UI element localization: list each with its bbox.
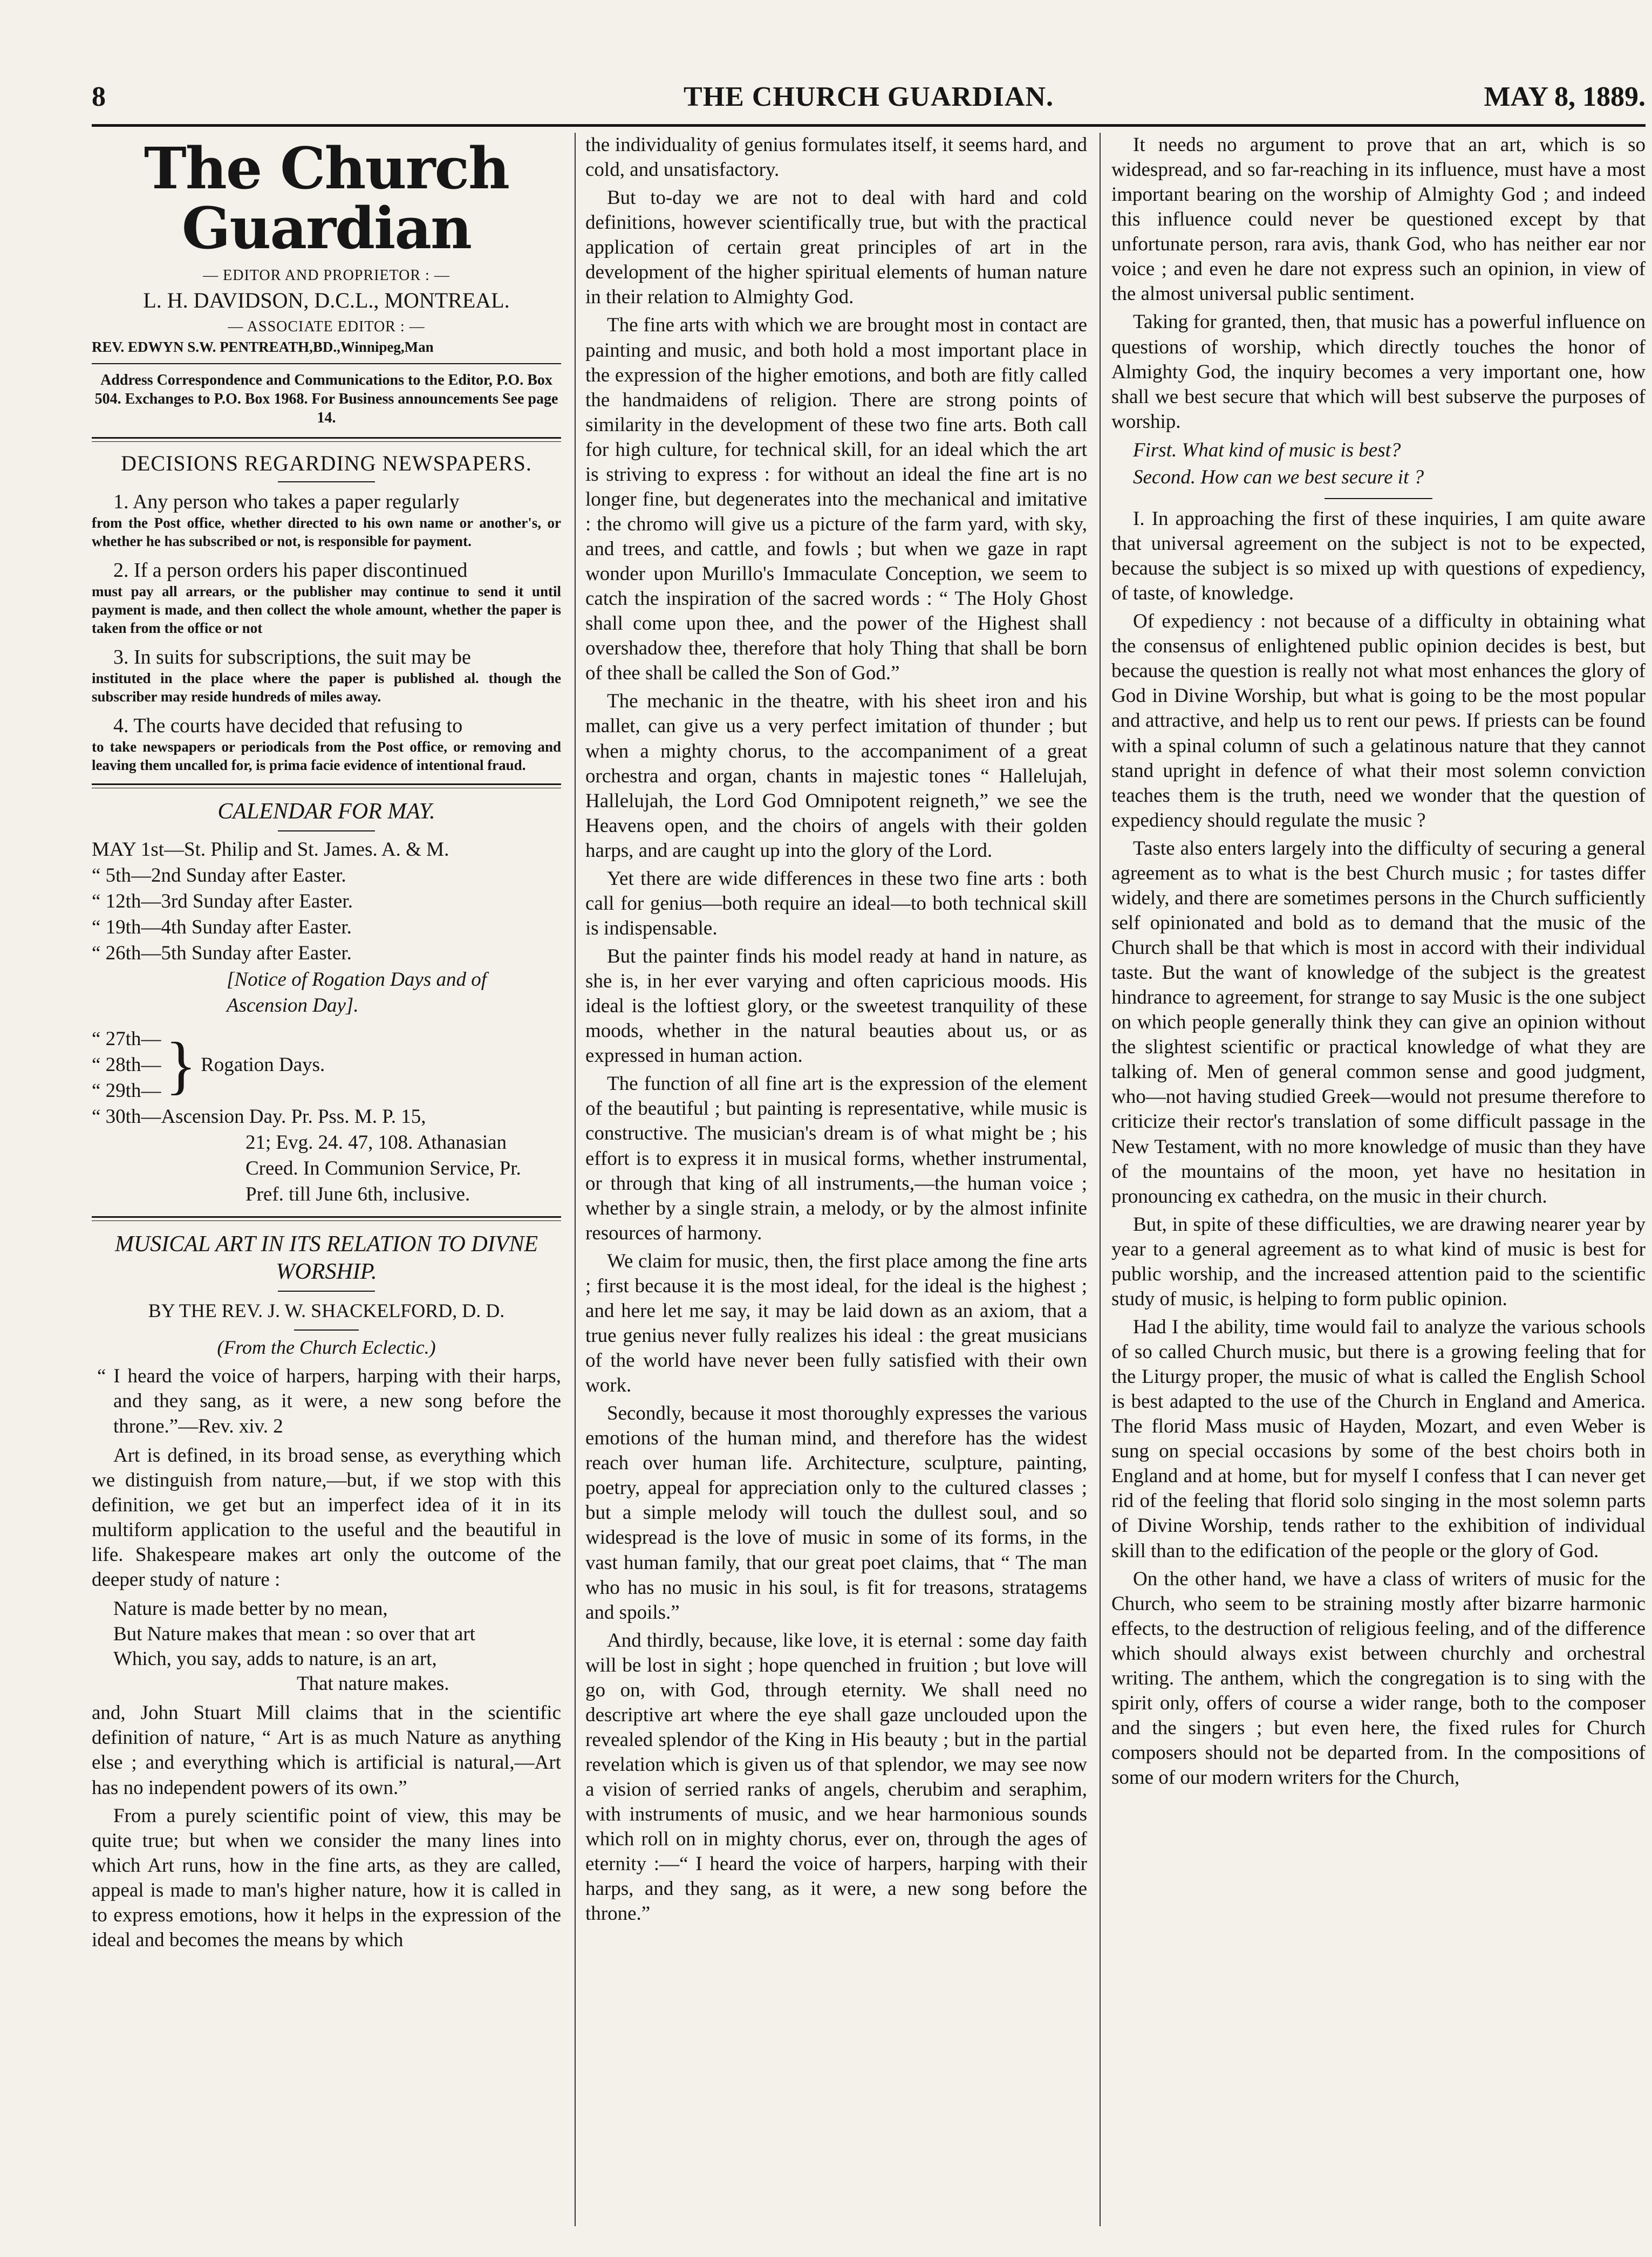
article-paragraph: Secondly, because it most thoroughly expresses the various emotions of the human mind, and therefore has the widest reach over human life. Architecture, sculpture, painting, poetry, appeal for appreciation only to the cultured classes ; but a simple melody will touch the dullest soul, and so widespread is the love of music in some of its forms, in the vast human family, that our great poet claims, that “ The man who has no music in his soul, is fit for treasons, stratagems and spoils.”: [585, 1402, 1087, 1624]
masthead-title: The Church Guardian: [144, 134, 509, 262]
poem-quotation: [113, 1597, 561, 1696]
column-rule: [1100, 133, 1101, 2226]
calendar-row-cont: 21; Evg. 24. 47, 108. Athanasian Creed. In Communion Service, Pr. Pref. till June 6th, inclusive.: [245, 1131, 521, 1206]
divider: [1325, 498, 1432, 499]
poem-line: That nature makes.: [297, 1673, 449, 1695]
article-paragraph: But to-day we are not to deal with hard and cold definitions, however scientifically true, but with the practical application of certain great principles of art in the development of the higher spiritual elements of human nature in their relation to Almighty God.: [585, 187, 1087, 309]
article-title: MUSICAL ART IN ITS RELATION TO DIVNE WORSHIP.: [114, 1232, 538, 1284]
address-notice: Address Correspondence and Communications to the Editor, P.O. Box 504. Exchanges to P.O. Box 1968. For Business announcements See page 14.: [94, 371, 558, 426]
article-paragraph: From a purely scientific point of view, this may be quite true; but when we consider the many lines into which Art runs, how in the fine arts, as they are called, appeal is made to man's higher nature, how it is called in to express emotions, how it helps in the expression of the ideal and becomes the means by which: [92, 1804, 561, 1951]
decision-text: from the Post office, whether directed to his own name or another's, or whether he has subscribed or not, is responsible for payment.: [92, 515, 561, 549]
decision-lead: 2. If a person orders his paper discontinued: [113, 558, 468, 582]
calendar-note: [Notice of Rogation Days and of Ascension Day].: [227, 968, 487, 1017]
rogation-group: [92, 1026, 561, 1104]
article-paragraph: But the painter finds his model ready at hand in nature, as she is, in her ever varying and often capricious moods. His ideal is the loftiest glory, or the sweetest tranquility of these moods, whether in the natural beauties about us, or as expressed in human action.: [585, 945, 1087, 1067]
epigraph: “ I heard the voice of harpers, harping with their harps, and they sang, as it were, a new song before the throne.”—Rev. xiv. 2: [97, 1365, 561, 1437]
divider: [294, 1329, 359, 1331]
article-paragraph: Taking for granted, then, that music has a powerful influence on questions of worship, which directly touches the honor of Almighty God, the inquiry becomes a very important one, how shall we best secure that which will best subserve the purposes of worship.: [1111, 311, 1646, 433]
article-paragraph: We claim for music, then, the first place among the fine arts ; first because it is the most ideal, for the ideal is the highest ; and here let me say, it may be laid down as an axiom, that a true genius never fully realizes his ideal : the great musicians of the world have never been fully satisfied with their own work.: [585, 1250, 1087, 1397]
article-paragraph: and, John Stuart Mill claims that in the scientific definition of nature, “ Art is as much Nature as anything else ; and everything which is artificial is natural,—Art has no independent powers of its own.”: [92, 1702, 561, 1799]
divider: [92, 1216, 561, 1221]
article-paragraph: It needs no argument to prove that an art, which is so widespread, and so far-reaching in its influence, must have a most important bearing on the worship of Almighty God ; and indeed this influence could never be questioned except by that unfortunate person, rara avis, thank God, who has neither ear nor voice ; and even he dare not express such an opinion, in view of the almost universal public sentiment.: [1111, 134, 1646, 305]
article-paragraph: On the other hand, we have a class of writers of music for the Church, who seem to be straining mostly after bizarre harmonic effects, to the destruction of religious feeling, and of the difference which should always exist between churchly and orchestral writing. The anthem, which the congregation is to sing with the spirit only, offers of course a wider range, both to the composer and the singers ; but even here, the fixed rules for Church composers should not be departed from. In the compositions of some of our modern writers for the Church,: [1111, 1567, 1646, 1789]
page-number: 8: [92, 81, 106, 112]
header-rule: [92, 124, 1646, 127]
article-paragraph: The mechanic in the theatre, with his sheet iron and his mallet, can give us a very perfect imitation of thunder ; but when a mighty chorus, to the accompaniment of a great orchestra and organ, chants in majestic tones “ Hallelujah, Hallelujah, the Lord God Omnipotent reigneth,” we see the Heavens open, and the choirs of angels with their golden harps, and are caught up into the glory of the Lord.: [585, 690, 1087, 862]
divider: [92, 363, 561, 364]
article-paragraph: The fine arts with which we are brought most in contact are painting and music, and both hold a most important place in the expression of the higher emotions, and both are fitly called the handmaidens of religion. There are strong points of similarity in the development of these two fine arts. Both call for high culture, for technical skill, for an ideal which the art is striving to express : for without an ideal the fine art is no longer fine, but degenerates into the mechanical and imitative : the chromo will give us a picture of the farm yard, with sky, and trees, and cattle, and fowls ; but when we gaze in rapt wonder upon Murillo's Immaculate Conception, we seem to catch the inspiration of the sacred words : “ The Holy Ghost shall come upon thee, and the power of the Highest shall overshadow thee, therefore that holy Thing that shall be born of thee shall be called the Son of God.”: [585, 314, 1087, 685]
divider: [92, 437, 561, 442]
paper-title: THE CHURCH GUARDIAN.: [684, 81, 1054, 112]
associate-name: REV. EDWYN S.W. PENTREATH,BD.,Winnipeg,Man: [92, 338, 434, 355]
brace-icon: }: [165, 1028, 197, 1101]
calendar-row: “ 19th—4th Sunday after Easter.: [92, 916, 352, 939]
divider: [278, 1291, 375, 1292]
article-paragraph: Had I the ability, time would fail to analyze the various schools of so called Church music, but there is a growing feeling that for the Liturgy proper, the music of what is called the English School is best adapted to the use of the Church in England and America. The florid Mass music of Hayden, Mozart, and even Weber is sung on special occasions by some of the best choirs both in England and at home, but for myself I confess that I can never get rid of the feeling that florid solo singing in the most solemn parts of Divine Worship, tends rather to the exhibition of individual skill than to the edification of the people or the glory of God.: [1111, 1315, 1646, 1562]
decision-item: [92, 714, 561, 775]
calendar-row: “ 30th—Ascension Day. Pr. Pss. M. P. 15,: [92, 1106, 426, 1128]
article-paragraph: But, in spite of these difficulties, we are drawing nearer year by year to a general agreement as to what kind of music is best for public worship, and the increased attention paid to the scientific study of music, is helping to form public opinion.: [1111, 1213, 1646, 1310]
decision-lead: 1. Any person who takes a paper regularly: [113, 490, 460, 513]
calendar-row: “ 12th—3rd Sunday after Easter.: [92, 890, 353, 913]
decision-lead: 3. In suits for subscriptions, the suit may be: [113, 645, 471, 669]
decision-item: [92, 490, 561, 551]
column-3: [1111, 133, 1646, 2232]
question-line: First. What kind of music is best?: [1133, 439, 1401, 461]
article-paragraph: Art is defined, in its broad sense, as everything which we distinguish from nature,—but, if we stop with this definition, we get but an imperfect idea of it in its multiform application to the useful and the beautiful in life. Shakespeare makes art only the outcome of the deeper study of nature :: [92, 1444, 561, 1591]
calendar-row: “ 26th—5th Sunday after Easter.: [92, 942, 352, 965]
calendar-row: “ 29th—: [92, 1079, 161, 1102]
poem-line: But Nature makes that mean : so over that art: [113, 1622, 475, 1645]
divider: [92, 783, 561, 788]
calendar-row: “ 5th—2nd Sunday after Easter.: [92, 864, 346, 887]
question-line: Second. How can we best secure it ?: [1133, 466, 1424, 488]
calendar-row: MAY 1st—St. Philip and St. James. A. & M.: [92, 838, 449, 861]
column-rule: [575, 133, 576, 2226]
divider: [278, 481, 375, 482]
article-paragraph: the individuality of genius formulates itself, it seems hard, and cold, and unsatisfactory.: [585, 134, 1087, 181]
article-source: (From the Church Eclectic.): [217, 1337, 436, 1359]
decision-lead: 4. The courts have decided that refusing to: [113, 714, 463, 737]
decision-text: must pay all arrears, or the publisher may continue to send it until payment is made, and then collect the whole amount, whether the paper is taken from the office or not: [92, 583, 561, 636]
article-paragraph: The function of all fine art is the expression of the element of the beautiful ; but painting is representative, while music is constructive. The musician's dream is of what might be ; his effort is to express it in musical forms, whether instrumental, or through that king of all instruments,—the human voice ; whether by a single strain, a melody, or by the almost infinite resources of harmony.: [585, 1073, 1087, 1244]
article-paragraph: Of expediency : not because of a difficulty in obtaining what the consensus of enlightened public opinion decides is best, but because the question is really not what most enhances the glory of God in Divine Worship, but what is going to be the most popular and attractive, and help us to rent our pews. If priests can be found with a spinal column of such a gelatinous nature that they cannot stand upright in defence of what their most solemn conviction teaches them is the truth, need we wonder that the question of expediency should regulate the music ?: [1111, 610, 1646, 831]
decision-item: [92, 645, 561, 706]
running-header: [92, 81, 1646, 114]
issue-date: MAY 8, 1889.: [1484, 81, 1646, 112]
poem-line: Nature is made better by no mean,: [113, 1598, 388, 1620]
newspaper-page: [92, 81, 1646, 2239]
article-paragraph: And thirdly, because, like love, it is eternal : some day faith will be lost in sight ; hope quenched in fruition ; but love will go on, with God, through eternity. We shall need no descriptive art where the eye shall gaze unclouded upon the revealed splendor of the King in His beauty ; but in the partial revelation which is given us of that splendor, we may see now a vision of serried ranks of angels, cherubim and seraphim, with instruments of music, and we hear harmonious sounds which roll on in mighty chorus, ever on, through the ages of eternity :—“ I heard the voice of harpers, harping with their harps, and they sang, as it were, a new song before the throne.”: [585, 1629, 1087, 1925]
column-1: [92, 133, 561, 2232]
decision-text: instituted in the place where the paper is published al. though the subscriber may reside hundreds of miles away.: [92, 670, 561, 705]
decision-item: [92, 558, 561, 638]
article-paragraph: I. In approaching the first of these inquiries, I am quite aware that universal agreement on the subject is not to be expected, because the subject is so mixed up with questions of expediency, of taste, of knowledge.: [1111, 507, 1646, 605]
article-paragraph: Yet there are wide differences in these two fine arts : both call for genius—both require an ideal—to both technical skill is indispensable.: [585, 867, 1087, 939]
editor-label: — EDITOR AND PROPRIETOR : —: [203, 267, 450, 284]
associate-label: — ASSOCIATE EDITOR : —: [228, 318, 425, 335]
decisions-heading: DECISIONS REGARDING NEWSPAPERS.: [121, 451, 532, 475]
divider: [278, 830, 375, 831]
editor-name: L. H. DAVIDSON, D.C.L., MONTREAL.: [143, 288, 510, 312]
article-byline: BY THE REV. J. W. SHACKELFORD, D. D.: [148, 1300, 505, 1322]
decision-text: to take newspapers or periodicals from the Post office, or removing and leaving them uncalled for, is prima facie evidence of intentional fraud.: [92, 739, 561, 773]
calendar: [92, 837, 561, 1208]
rogation-label: Rogation Days.: [201, 1053, 325, 1076]
calendar-row: “ 28th—: [92, 1053, 161, 1076]
calendar-row: “ 27th—: [92, 1027, 161, 1050]
column-2: [585, 133, 1087, 2232]
calendar-heading: CALENDAR FOR MAY.: [217, 799, 435, 824]
poem-line: Which, you say, adds to nature, is an art,: [113, 1647, 437, 1670]
article-paragraph: Taste also enters largely into the difficulty of securing a general agreement as to what is the best Church music ; for tastes differ widely, and there are sometimes persons in the Church sufficiently self opinionated and bold as to demand that the music of the Church shall be that which is most in accord with their individual taste. But the want of knowledge of the subject is the greatest hindrance to agreement, for strange to say Music is the one subject on which people generally think they can give an opinion without the slightest scientific or practical knowledge of what they are talking of. Men of general common sense and good judgment, who—not having studied Greek—would not presume therefore to criticize their rector's translation of some difficult passage in the New Testament, with no more knowledge of music than they have of the mountains of the moon, yet have no hesitation in pronouncing ex cathedra, on the music in their church.: [1111, 837, 1646, 1208]
